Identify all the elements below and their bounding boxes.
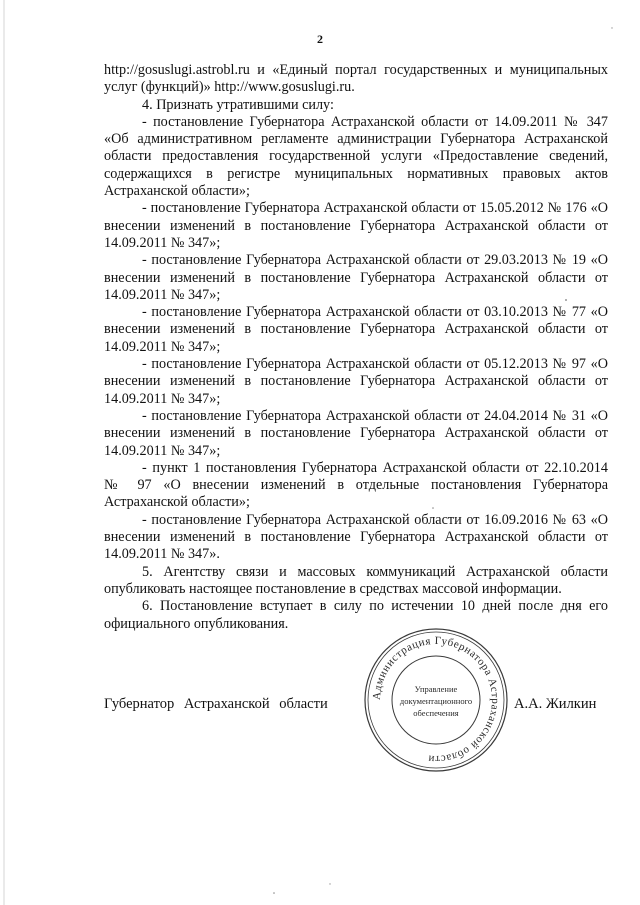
paragraph: 6. Постановление вступает в силу по истечении 10 дней после дня его официального опубликования. <box>104 598 608 632</box>
paragraph: - постановление Губернатора Астраханской области от 16.09.2016 № 63 «О внесении изменений в постановление Губернатора Астраханской области от 14.09.2011 № 347». <box>104 511 608 563</box>
paragraph: - постановление Губернатора Астраханской области от 24.04.2014 № 31 «О внесении изменений в постановление Губернатора Астраханской области от 14.09.2011 № 347»; <box>104 407 608 459</box>
svg-text:Администрация Губернатора Астр: Администрация Губернатора Астраханской области <box>370 634 502 766</box>
paragraph: - постановление Губернатора Астраханской области от 05.12.2013 № 97 «О внесении изменений в постановление Губернатора Астраханской области от 14.09.2011 № 347»; <box>104 356 608 407</box>
signature-name: А.А. Жилкин <box>514 696 597 712</box>
paragraph: 5. Агентству связи и массовых коммуникаций Астраханской области опубликовать настоящее постановление в средствах массовой информации. <box>104 563 608 597</box>
paragraph: - постановление Губернатора Астраханской области от 15.05.2012 № 176 «О внесении изменений в постановление Губернатора Астраханской области от 14.09.2011 № 347»; <box>104 200 608 251</box>
paragraph: 4. Признать утратившими силу: <box>142 96 334 113</box>
paragraph: http://gosuslugi.astrobl.ru и «Единый портал государственных и муниципальных услуг (функций)» http://www.gosuslugi.ru. <box>104 62 608 96</box>
paragraph: - постановление Губернатора Астраханской области от 14.09.2011 № 347 «Об административном регламенте администрации Губернатора Астраханской области предоставления государственной услуги «Предоставление сведений, содержащихся в регистре муниципальных нормативных правовых актов Астраханской области»; <box>104 113 608 200</box>
page-number: 2 <box>317 32 323 46</box>
svg-text:обеспечения: обеспечения <box>413 708 459 718</box>
official-seal <box>362 626 510 774</box>
paragraph: - постановление Губернатора Астраханской области от 29.03.2013 № 19 «О внесении изменений в постановление Губернатора Астраханской области от 14.09.2011 № 347»; <box>104 252 608 303</box>
signature-position: Губернатор Астраханской области <box>104 696 328 712</box>
svg-text:документационного: документационного <box>399 696 473 706</box>
svg-text:Управление: Управление <box>414 684 458 694</box>
document-body <box>104 62 608 633</box>
paragraph: - пункт 1 постановления Губернатора Астраханской области от 22.10.2014 № 97 «О внесении изменений в отдельные постановления Губернатора Астраханской области»; <box>104 459 608 511</box>
paragraph: - постановление Губернатора Астраханской области от 03.10.2013 № 77 «О внесении изменений в постановление Губернатора Астраханской области от 14.09.2011 № 347»; <box>104 304 608 355</box>
